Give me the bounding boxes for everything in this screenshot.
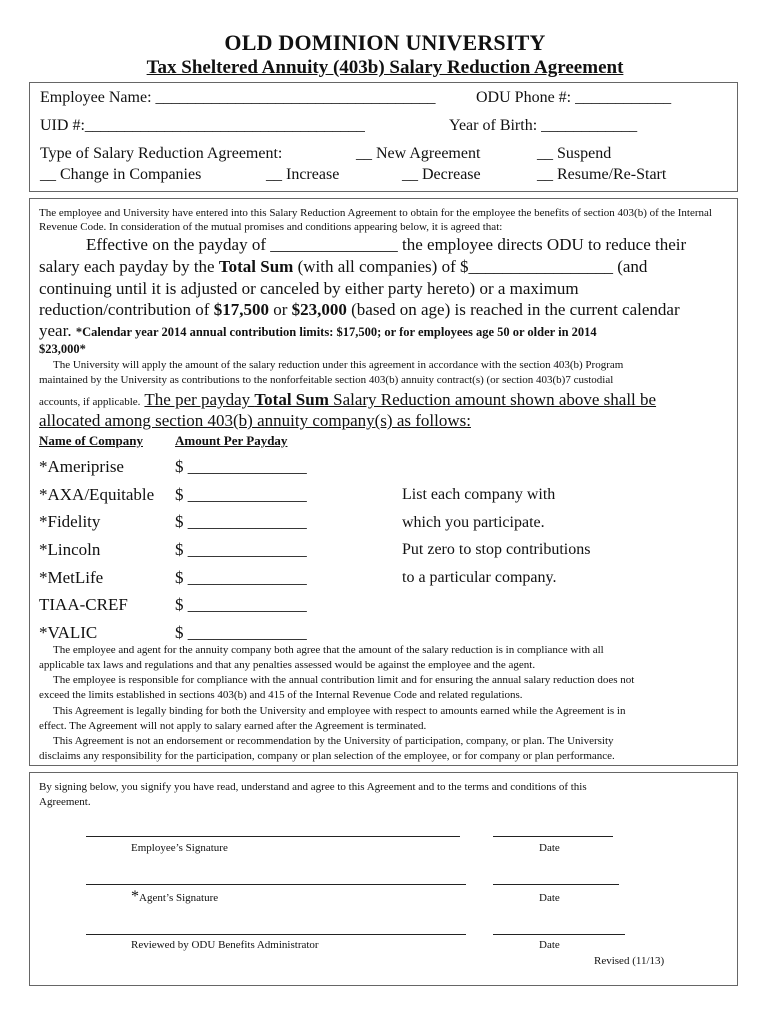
option-decrease[interactable]: __ Decrease <box>402 166 481 183</box>
per-payday-total-sum: Total Sum <box>254 390 329 409</box>
employee-name-field[interactable]: Employee Name: ___________________________________ <box>40 89 436 106</box>
company-amount-field[interactable]: $ ______________ <box>175 485 307 504</box>
allocated-among-line: allocated among section 403(b) annuity company(s) as follows: <box>39 411 471 430</box>
company-name: *VALIC <box>39 623 98 642</box>
option-resume-restart[interactable]: __ Resume/Re-Start <box>537 166 667 183</box>
signature-intro-line2: Agreement. <box>39 796 91 808</box>
option-suspend[interactable]: __ Suspend <box>537 145 612 162</box>
year-of-birth-field[interactable]: Year of Birth: ____________ <box>449 117 638 134</box>
agent-date-label: Date <box>539 892 560 904</box>
agreement-type-label: Type of Salary Reduction Agreement: <box>40 145 283 162</box>
allocation-line <box>39 390 656 410</box>
company-amount-field[interactable]: $ ______________ <box>175 623 307 642</box>
company-note-1: List each company with <box>402 486 556 503</box>
company-name: *AXA/Equitable <box>39 485 155 504</box>
revision-date: Revised (11/13) <box>594 955 665 967</box>
effective-payday-text[interactable]: Effective on the payday of _______________ the employee directs ODU to reduce their <box>86 235 687 254</box>
signature-box <box>29 772 738 986</box>
signature-intro-line1: By signing below, you signify you have read, understand and agree to this Agreement and to the terms and conditions of this <box>39 781 587 793</box>
accounts-text: accounts, if applicable. <box>39 396 141 408</box>
calendar-limits-note-cont: $23,000* <box>39 342 86 356</box>
reviewer-date-label: Date <box>539 939 560 951</box>
max-contribution-line <box>39 300 680 320</box>
reviewer-signature-line[interactable] <box>86 934 466 935</box>
limit-17500: $17,500 <box>213 300 269 319</box>
col-header-amount: Amount Per Payday <box>175 433 288 448</box>
agent-signature-label-wrap <box>131 888 218 906</box>
calendar-limits-note: *Calendar year 2014 annual contribution limits: $17,500; or for employees age 50 or older in 2014 <box>75 325 597 339</box>
company-name: *Ameriprise <box>39 457 124 476</box>
reviewer-date-line[interactable] <box>493 934 625 935</box>
company-amount-field[interactable]: $ ______________ <box>175 457 307 476</box>
reviewer-label: Reviewed by ODU Benefits Administrator <box>131 939 319 951</box>
page-title: OLD DOMINION UNIVERSITY <box>224 30 546 55</box>
agent-date-line[interactable] <box>493 884 619 885</box>
company-amount-field[interactable]: $ ______________ <box>175 512 307 531</box>
form-subtitle: Tax Sheltered Annuity (403b) Salary Reduction Agreement <box>146 57 624 78</box>
limit-or: or <box>268 300 292 319</box>
agreement-intro: The employee and University have entered into this Salary Reduction Agreement to obtain for the employee the benefits of section 403(b) of the Internal Revenue Code. In consideration of the mutual promises and conditions appearing below, it is agreed that: <box>39 207 712 233</box>
university-apply-line2: maintained by the University as contributions to the nonforfeitable section 403(b) annuity contract(s) (or section 403(b)7 custodial <box>39 374 614 386</box>
per-payday-text: The per payday <box>144 390 255 409</box>
col-header-company: Name of Company <box>39 433 143 448</box>
company-name: TIAA-CREF <box>39 595 128 614</box>
company-amount-field[interactable]: $ ______________ <box>175 568 307 587</box>
effective-payday-line <box>86 235 686 255</box>
company-note-2: which you participate. <box>402 514 545 531</box>
employee-signature-label: Employee’s Signature <box>131 842 228 854</box>
uid-field[interactable]: UID #:___________________________________ <box>40 117 365 134</box>
total-sum-prefix: salary each payday by the <box>39 257 219 276</box>
agent-asterisk: * <box>131 888 139 905</box>
terms-3-line2: effect. The Agreement will not apply to salary earned after the Agreement is terminated. <box>39 720 427 732</box>
limit-23000: $23,000 <box>291 300 347 319</box>
company-amount-field[interactable]: $ ______________ <box>175 595 307 614</box>
company-name: *Fidelity <box>39 512 101 531</box>
terms-4-line2: disclaims any responsibility for the participation, company or plan selection of the employee, or for company or plan performance. <box>39 750 615 762</box>
employee-signature-line[interactable] <box>86 836 460 837</box>
option-increase[interactable]: __ Increase <box>266 166 340 183</box>
employee-date-line[interactable] <box>493 836 613 837</box>
employee-date-label: Date <box>539 842 560 854</box>
agent-signature-line[interactable] <box>86 884 466 885</box>
terms-4-line1: This Agreement is not an endorsement or recommendation by the University of participation, company, or plan. The University <box>53 735 614 747</box>
company-amount-field[interactable]: $ ______________ <box>175 540 307 559</box>
total-sum-bold: Total Sum <box>218 257 294 276</box>
total-sum-field[interactable]: (with all companies) of $_________________ (and <box>293 257 648 276</box>
company-note-3: Put zero to stop contributions <box>402 541 591 558</box>
company-note-4: to a particular company. <box>402 569 557 586</box>
year-word: year. <box>39 321 76 340</box>
company-name: *Lincoln <box>39 540 101 559</box>
terms-1-line2: applicable tax laws and regulations and that any penalties assessed would be against the employee and the agent. <box>39 659 536 671</box>
total-sum-line <box>39 257 647 277</box>
agent-signature-label: Agent’s Signature <box>139 892 219 904</box>
max-suffix: (based on age) is reached in the current calendar <box>346 300 680 319</box>
max-prefix: reduction/contribution of <box>39 300 214 319</box>
terms-1-line1: The employee and agent for the annuity company both agree that the amount of the salary reduction is in compliance with all <box>53 644 604 656</box>
odu-phone-field[interactable]: ODU Phone #: ____________ <box>476 89 672 106</box>
year-limits-line <box>39 321 597 341</box>
company-name: *MetLife <box>39 568 104 587</box>
option-change-companies[interactable]: __ Change in Companies <box>40 166 202 183</box>
terms-2-line2: exceed the limits established in sections 403(b) and 415 of the Internal Revenue Code and related regulations. <box>39 689 523 701</box>
continuing-line: continuing until it is adjusted or canceled by either party hereto) or a maximum <box>39 279 579 298</box>
terms-2-line1: The employee is responsible for compliance with the annual contribution limit and for ensuring the annual salary reduction does not <box>53 674 635 686</box>
per-payday-suffix: Salary Reduction amount shown above shall be <box>328 390 657 409</box>
university-apply-line1: The University will apply the amount of the salary reduction under this agreement in accordance with the section 403(b) Program <box>53 359 624 371</box>
terms-3-line1: This Agreement is legally binding for both the University and employee with respect to amounts earned while the Agreement is in <box>53 705 626 717</box>
option-new-agreement[interactable]: __ New Agreement <box>356 145 481 162</box>
